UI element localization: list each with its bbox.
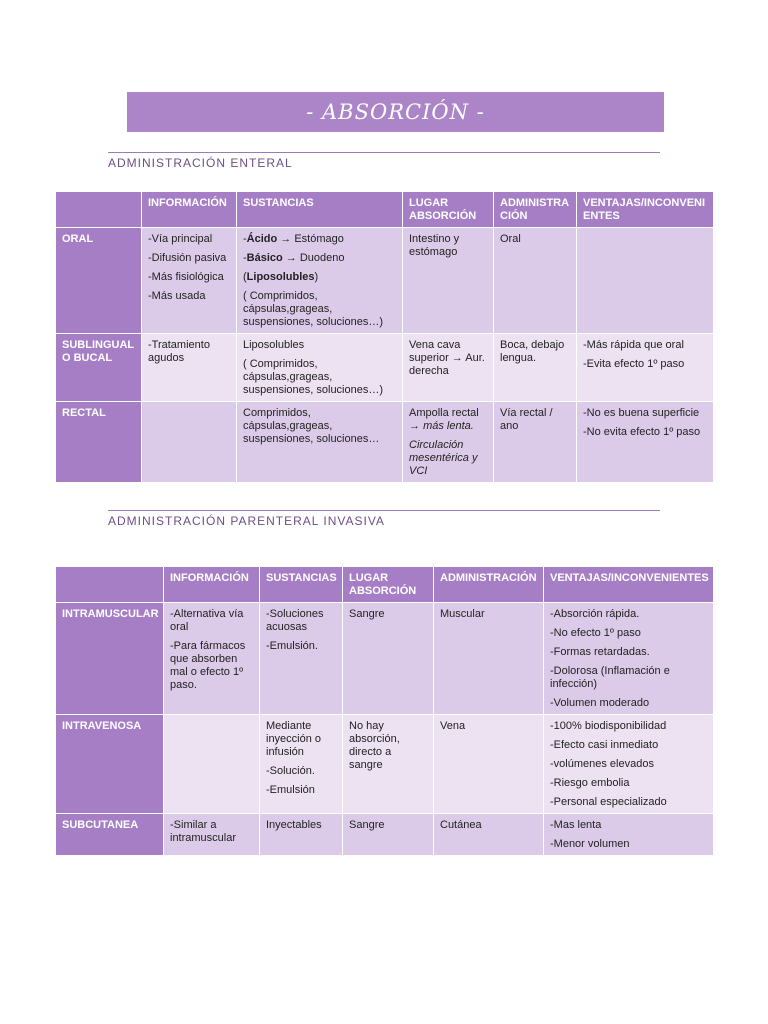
cell-line — [550, 627, 707, 640]
row-header-oral: ORAL — [56, 228, 142, 334]
title-banner — [127, 92, 664, 132]
cell-line — [550, 739, 707, 752]
table-row-subcutanea — [56, 814, 714, 856]
cell-line — [550, 665, 707, 691]
cell-line — [266, 720, 336, 759]
cell-line — [500, 407, 570, 433]
cell-text: -No evita efecto 1º paso — [583, 426, 701, 438]
cell-line — [550, 777, 707, 790]
cell-line — [550, 608, 707, 621]
cell-text: Boca, debajo lengua. — [500, 339, 565, 364]
cell-line — [148, 271, 230, 284]
cell-line — [583, 358, 707, 371]
cell-line — [583, 407, 707, 420]
cell-line — [500, 233, 570, 246]
cell-text: Sangre — [349, 608, 385, 620]
column-header-ventajas: VENTAJAS/INCONVENI ENTES — [577, 192, 714, 228]
cell-text: ( Comprimidos, cápsulas,grageas, suspensiones, soluciones…) — [243, 358, 384, 396]
cell-line — [409, 407, 487, 433]
table-cell — [343, 814, 434, 856]
table-cell — [260, 603, 343, 715]
cell-text: -Evita efecto 1º paso — [583, 358, 685, 370]
cell-line — [243, 233, 396, 246]
cell-text: Mediante inyección o infusión — [266, 720, 322, 758]
column-header-sustancias: SUSTANCIAS — [237, 192, 403, 228]
cell-text: -Soluciones acuosas — [266, 608, 324, 633]
cell-text: Vena cava superior → Aur. derecha — [409, 339, 485, 377]
cell-text: más lenta. — [423, 420, 474, 432]
row-header-intravenosa: INTRAVENOSA — [56, 715, 164, 814]
cell-text: Ácido — [246, 233, 278, 245]
cell-text: Oral — [500, 233, 521, 245]
row-header-subcutanea: SUBCUTANEA — [56, 814, 164, 856]
cell-text: Intestino y estómago — [409, 233, 460, 258]
cell-line — [583, 426, 707, 439]
cell-text: -Efecto casi inmediato — [550, 739, 659, 751]
table-cell — [403, 228, 494, 334]
cell-line — [550, 720, 707, 733]
cell-line — [349, 608, 427, 621]
cell-text: → Duodeno — [282, 252, 345, 264]
cell-line — [243, 358, 396, 397]
table-cell — [544, 715, 714, 814]
cell-text: -Emulsión — [266, 784, 315, 796]
table-cell — [260, 814, 343, 856]
cell-line — [148, 252, 230, 265]
cell-text: -Difusión pasiva — [148, 252, 227, 264]
cell-line — [170, 608, 253, 634]
cell-text: -Para fármacos que absorben mal o efecto 1º paso. — [170, 640, 246, 691]
cell-text: Básico — [246, 252, 283, 264]
cell-line — [440, 819, 537, 832]
parenteral-table — [55, 566, 714, 856]
cell-line — [170, 819, 253, 845]
table-cell — [142, 402, 237, 483]
cell-text: -Absorción rápida. — [550, 608, 640, 620]
cell-text: Liposolubles — [243, 339, 305, 351]
row-header-rectal: RECTAL — [56, 402, 142, 483]
cell-text: -Dolorosa (Inflamación e infección) — [550, 665, 670, 690]
table-cell — [237, 402, 403, 483]
column-header-lugar-absorcion: LUGAR ABSORCIÓN — [403, 192, 494, 228]
parenteral-header-row — [56, 567, 714, 603]
cell-line — [266, 640, 336, 653]
cell-line — [409, 339, 487, 378]
cell-line — [148, 339, 230, 365]
cell-text: -Riesgo embolia — [550, 777, 630, 789]
cell-text: Circulación mesentérica y VCI — [409, 439, 478, 477]
table-cell — [544, 814, 714, 856]
table-cell — [343, 715, 434, 814]
cell-line — [409, 233, 487, 259]
cell-text: No hay absorción, directo a sangre — [349, 720, 400, 771]
row-header-intramuscular: INTRAMUSCULAR — [56, 603, 164, 715]
row-header-sublingual: SUBLINGUAL O BUCAL — [56, 334, 142, 402]
table-cell — [577, 334, 714, 402]
table-cell — [164, 814, 260, 856]
table-row-oral — [56, 228, 714, 334]
cell-line — [266, 765, 336, 778]
table-cell — [237, 334, 403, 402]
cell-text: -Mas lenta — [550, 819, 602, 831]
cell-text: -Más rápida que oral — [583, 339, 684, 351]
cell-text: -No es buena superficie — [583, 407, 700, 419]
column-header-lugar-absorcion: LUGAR ABSORCIÓN — [343, 567, 434, 603]
cell-line — [266, 784, 336, 797]
cell-line — [349, 720, 427, 772]
table-cell — [142, 334, 237, 402]
cell-text: -Solución. — [266, 765, 315, 777]
column-header-administracion: ADMINISTRACIÓN — [434, 567, 544, 603]
column-header-ventajas: VENTAJAS/INCONVENIENTES — [544, 567, 714, 603]
cell-text: → Estómago — [277, 233, 344, 245]
cell-text: -No efecto 1º paso — [550, 627, 641, 639]
cell-line — [266, 608, 336, 634]
cell-text: ( — [243, 271, 247, 283]
cell-line — [550, 796, 707, 809]
cell-line — [266, 819, 336, 832]
cell-text: Liposolubles — [246, 271, 315, 283]
cell-line — [148, 233, 230, 246]
cell-line — [550, 646, 707, 659]
cell-text: -Tratamiento agudos — [148, 339, 210, 364]
cell-text: Vía rectal / ano — [500, 407, 553, 432]
table-cell — [544, 603, 714, 715]
table-row-rectal — [56, 402, 714, 483]
cell-text: -100% biodisponibilidad — [550, 720, 667, 732]
cell-text: - — [243, 233, 247, 245]
cell-text: -Similar a intramuscular — [170, 819, 237, 844]
cell-line — [550, 838, 707, 851]
cell-line — [550, 819, 707, 832]
table-row-sublingual — [56, 334, 714, 402]
page-title: - ABSORCIÓN - — [306, 100, 485, 124]
cell-text: Ampolla rectal → — [409, 407, 479, 432]
table-cell — [164, 603, 260, 715]
table-cell — [494, 228, 577, 334]
cell-line — [170, 640, 253, 692]
cell-line — [243, 271, 396, 284]
cell-text: -Más fisiológica — [148, 271, 224, 283]
cell-text: -Alternativa vía oral — [170, 608, 244, 633]
section-heading-parenteral: ADMINISTRACIÓN PARENTERAL INVASIVA — [108, 510, 660, 528]
table-cell — [164, 715, 260, 814]
cell-text: Vena — [440, 720, 466, 732]
table-cell — [577, 228, 714, 334]
cell-text: -Volumen moderado — [550, 697, 650, 709]
table-cell — [494, 334, 577, 402]
cell-line — [550, 697, 707, 710]
enteral-header-row — [56, 192, 714, 228]
table-cell — [260, 715, 343, 814]
cell-line — [243, 407, 396, 446]
enteral-table — [55, 191, 714, 483]
cell-text: Cutánea — [440, 819, 482, 831]
cell-text: -Vía principal — [148, 233, 213, 245]
header-corner — [56, 567, 164, 603]
table-row-intramuscular — [56, 603, 714, 715]
cell-line — [243, 290, 396, 329]
table-cell — [434, 715, 544, 814]
cell-line — [148, 290, 230, 303]
cell-line — [409, 439, 487, 478]
cell-line — [243, 252, 396, 265]
cell-text: Sangre — [349, 819, 385, 831]
cell-text: - — [243, 252, 247, 264]
cell-text: -Más usada — [148, 290, 206, 302]
table-cell — [237, 228, 403, 334]
table-cell — [343, 603, 434, 715]
cell-line — [440, 608, 537, 621]
cell-text: Comprimidos, cápsulas,grageas, suspensiones, soluciones… — [243, 407, 380, 445]
section-heading-enteral: ADMINISTRACIÓN ENTERAL — [108, 152, 660, 170]
cell-text: -Personal especializado — [550, 796, 667, 808]
cell-text: ) — [314, 271, 319, 283]
table-cell — [494, 402, 577, 483]
table-cell — [142, 228, 237, 334]
table-cell — [403, 402, 494, 483]
table-row-intravenosa — [56, 715, 714, 814]
cell-text: -volúmenes elevados — [550, 758, 654, 770]
column-header-sustancias: SUSTANCIAS — [260, 567, 343, 603]
cell-text: Inyectables — [266, 819, 322, 831]
cell-line — [583, 339, 707, 352]
table-cell — [403, 334, 494, 402]
cell-text: -Formas retardadas. — [550, 646, 650, 658]
table-cell — [577, 402, 714, 483]
column-header-informacion: INFORMACIÓN — [142, 192, 237, 228]
column-header-administracion: ADMINISTRA CIÓN — [494, 192, 577, 228]
header-corner — [56, 192, 142, 228]
cell-line — [550, 758, 707, 771]
cell-line — [440, 720, 537, 733]
cell-text: -Emulsión. — [266, 640, 318, 652]
table-cell — [434, 814, 544, 856]
cell-text: ( Comprimidos, cápsulas,grageas, suspensiones, soluciones…) — [243, 290, 384, 328]
cell-line — [500, 339, 570, 365]
column-header-informacion: INFORMACIÓN — [164, 567, 260, 603]
cell-line — [243, 339, 396, 352]
cell-text: Muscular — [440, 608, 485, 620]
table-cell — [434, 603, 544, 715]
cell-text: -Menor volumen — [550, 838, 630, 850]
cell-line — [349, 819, 427, 832]
